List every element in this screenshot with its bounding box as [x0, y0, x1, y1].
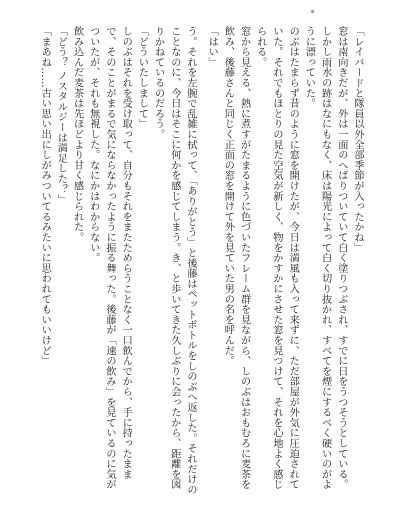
paragraph: 窓から見える、熱に煮すがたまるように色づいたフレーム群を見ながら、しのぶはおもむろに麦茶を飲み、後藤さんと同じく正面の窓を開けて外を見ていた男の名を呼んだ。 — [222, 26, 250, 490]
text-column-left — [38, 26, 198, 496]
paragraph: 「まあね……古い思い出にしがみついてるみたいに思われてもいいけど」 — [39, 26, 51, 366]
page-mark — [311, 10, 314, 13]
paragraph: 「レイバードと隊員以外全部季節が入ったかね」 — [352, 26, 363, 253]
paragraph: う。それを左腕で乱雑に拭って、「ありがとう」と後藤はペットボトルをしのぶへ返した。それだけのことなのに、今日はそこに何かを感じてしまう。き、と歩いてきた久しぶりに会ったから、距離を図りかねているのだろう。 — [152, 26, 196, 495]
paragraph: 飲み込んだ麦茶は先ほどより甘く感じられた。 — [71, 26, 83, 243]
paragraph: 「どう？ ノスタルジーは満足した？」 — [55, 26, 67, 205]
paragraph: 窓は南向きだが、外は一面のへばりついていて白く塗りつぶされ、すでに日をうつそうとしている。しかし雨水の跡はなにもなく、床は陽光によって白く切り抜かれ、すべてを煙にするべく硬いのがように漂っていた。 — [303, 26, 347, 490]
paragraph: しのぶはそれを受け取って、自分もそれをまたためらうことなく一口飲んでから、手に持ったままで、そのことがまるで気にならなかったように振る舞った。後藤が「速の飲み」を見ているのに気がついたが、それも無視した。なにかはわからない。 — [87, 26, 132, 490]
paragraph: 「はい」 — [206, 26, 218, 68]
paragraph: 「どういたしまして」 — [136, 26, 148, 129]
paragraph: のぶはたまらず昔のように窓を開けたが、今日は満風も入って来ずに、ただ部屋が外気に圧迫されていた。それでもほとりの見た空気が新しく、物をかすかにさせた窓を見つけて、それを心地よく感じられる。 — [254, 26, 299, 490]
text-column-right — [205, 26, 365, 496]
